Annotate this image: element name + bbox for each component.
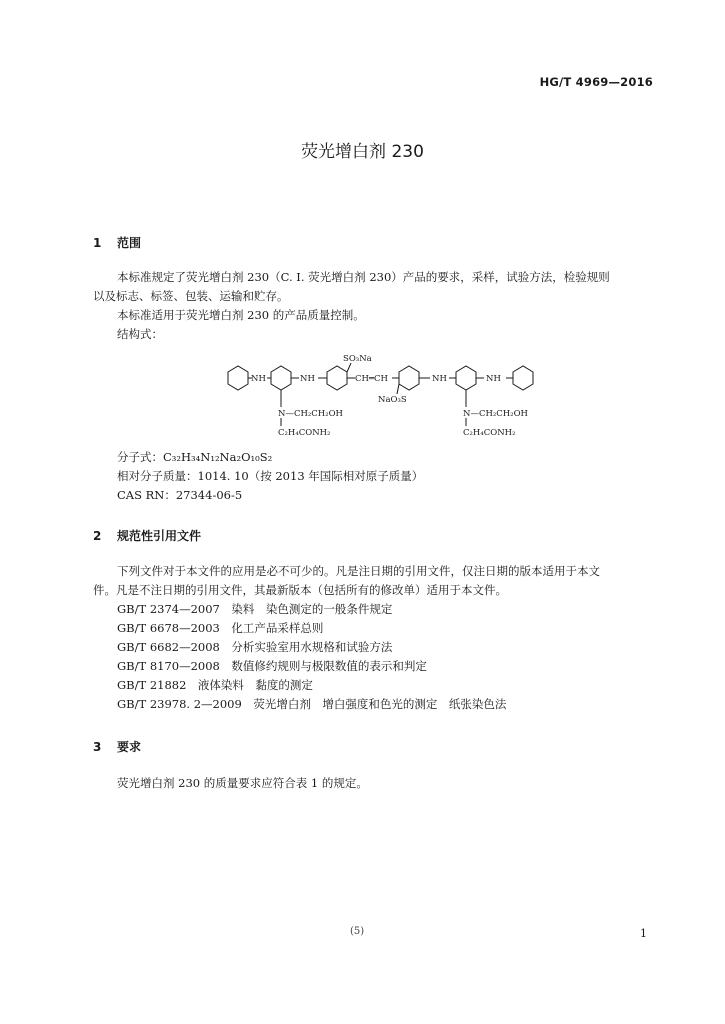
benzene-ring-stilbene-right bbox=[399, 366, 419, 390]
section-3-number: 3 bbox=[93, 740, 102, 754]
normative-intro-line-2: 件。凡是不注日期的引用文件，其最新版本（包括所有的修改单）适用于本文件。 bbox=[93, 583, 507, 597]
reference-title: 液体染料 黏度的测定 bbox=[197, 678, 313, 692]
reference-item bbox=[117, 600, 506, 619]
normative-intro-line-1: 下列文件对于本文件的应用是必不可少的。凡是注日期的引用文件，仅注日期的版本适用于本文 bbox=[117, 564, 600, 578]
triazine-ring-left bbox=[271, 366, 291, 390]
footer-mark: (5) bbox=[350, 926, 365, 937]
molecular-formula: 分子式：C₃₂H₃₄N₁₂Na₂O₁₀S₂ bbox=[117, 450, 273, 464]
reference-item bbox=[117, 619, 506, 638]
amide-left: C₂H₄CONH₂ bbox=[278, 428, 331, 438]
standard-code: HG/T 4969—2016 bbox=[539, 75, 653, 89]
vinyl-linkage: CH═CH bbox=[355, 374, 388, 384]
nh-left-1: NH bbox=[251, 374, 266, 384]
reference-title: 化工产品采样总则 bbox=[231, 621, 324, 635]
section-3-heading bbox=[93, 738, 141, 755]
structure-label: 结构式： bbox=[117, 327, 163, 341]
triazine-ring-right bbox=[456, 366, 476, 390]
document-title: 荧光增白剂 230 bbox=[301, 142, 424, 162]
requirements-text: 荧光增白剂 230 的质量要求应符合表 1 的规定。 bbox=[117, 776, 368, 790]
reference-code: GB/T 6678—2003 bbox=[117, 621, 220, 635]
scope-paragraph bbox=[93, 268, 660, 344]
nh-right-1: NH bbox=[432, 374, 447, 384]
reference-item bbox=[117, 676, 506, 695]
reference-code: GB/T 21882 bbox=[117, 678, 187, 692]
reference-item bbox=[117, 657, 506, 676]
reference-code: GB/T 8170—2008 bbox=[117, 659, 220, 673]
amide-right: C₂H₄CONH₂ bbox=[463, 428, 516, 438]
reference-item bbox=[117, 695, 506, 714]
section-1-title: 范围 bbox=[117, 236, 142, 250]
reference-list bbox=[117, 600, 506, 714]
scope-line-2: 以及标志、标签、包装、运输和贮存。 bbox=[93, 289, 289, 303]
nh-left-2: NH bbox=[300, 374, 315, 384]
section-3-title: 要求 bbox=[117, 740, 142, 754]
reference-title: 染料 染色测定的一般条件规定 bbox=[231, 602, 393, 616]
benzene-ring-right bbox=[513, 366, 533, 390]
reference-code: GB/T 6682—2008 bbox=[117, 640, 220, 654]
section-2-number: 2 bbox=[93, 529, 102, 543]
reference-title: 分析实验室用水规格和试验方法 bbox=[231, 640, 393, 654]
nh-right-2: NH bbox=[486, 374, 501, 384]
section-1-number: 1 bbox=[93, 236, 102, 250]
scope-applicability: 本标准适用于荧光增白剂 230 的产品质量控制。 bbox=[117, 308, 365, 322]
benzene-ring-stilbene-left bbox=[327, 366, 347, 390]
cas-number: CAS RN：27344-06-5 bbox=[117, 488, 243, 502]
normative-intro bbox=[93, 562, 660, 600]
reference-code: GB/T 23978. 2—2009 bbox=[117, 697, 242, 711]
reference-title: 荧光增白剂 增白强度和色光的测定 纸张染色法 bbox=[253, 697, 507, 711]
molecular-mass: 相对分子质量：1014. 10（按 2013 年国际相对原子质量） bbox=[117, 469, 424, 483]
section-2-heading bbox=[93, 527, 201, 544]
scope-line-1: 本标准规定了荧光增白剂 230（C. I. 荧光增白剂 230）产品的要求，采样，试验方法，检验规则 bbox=[117, 270, 610, 284]
amine-right: N—CH₂CH₂OH bbox=[463, 409, 528, 419]
reference-item bbox=[117, 638, 506, 657]
so3na-group: SO₃Na bbox=[343, 354, 372, 364]
amine-left: N—CH₂CH₂OH bbox=[278, 409, 343, 419]
naso3-group: NaO₃S bbox=[378, 395, 407, 405]
reference-code: GB/T 2374—2007 bbox=[117, 602, 220, 616]
section-2-title: 规范性引用文件 bbox=[117, 529, 202, 543]
page-number: 1 bbox=[640, 927, 647, 940]
reference-title: 数值修约规则与极限数值的表示和判定 bbox=[231, 659, 427, 673]
section-1-heading bbox=[93, 234, 141, 251]
benzene-ring-left bbox=[228, 366, 248, 390]
